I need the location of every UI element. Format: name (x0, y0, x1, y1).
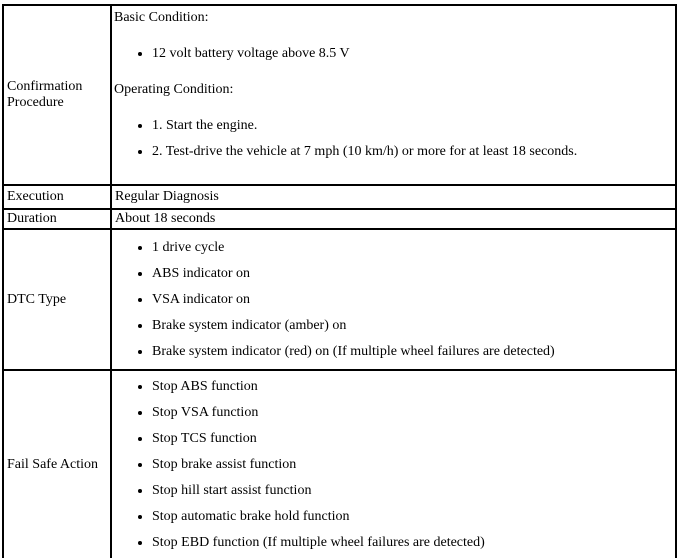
table-row-execution (3, 185, 676, 209)
bullet-item: • VSA indicator on (152, 292, 669, 308)
bullet-item: • ABS indicator on (152, 266, 669, 282)
fail-safe-action-content (111, 370, 676, 558)
bullet-item: • 1. Start the engine. (152, 118, 669, 134)
table-row-confirmation-procedure (3, 5, 676, 185)
bullet-item: • Brake system indicator (red) on (If multiple wheel failures are detected) (152, 344, 669, 360)
bullet-item: • 2. Test-drive the vehicle at 7 mph (10 km/h) or more for at least 18 seconds. (152, 144, 669, 160)
table-row-duration (3, 209, 676, 229)
row-label-text: Duration (7, 211, 57, 226)
bullet-item: • Stop TCS function (152, 431, 669, 447)
basic-condition-list (114, 46, 669, 62)
execution-value: Regular Diagnosis (111, 185, 676, 209)
bullet-item: • Stop brake assist function (152, 457, 669, 473)
row-label-duration (3, 209, 111, 229)
row-label-confirmation-procedure (3, 5, 111, 185)
table-row-fail-safe-action (3, 370, 676, 558)
bullet-item: • Stop EBD function (If multiple wheel failures are detected) (152, 535, 669, 551)
confirmation-procedure-content (111, 5, 676, 185)
row-label-fail-safe-action (3, 370, 111, 558)
bullet-item: • 1 drive cycle (152, 240, 669, 256)
bullet-item: • 12 volt battery voltage above 8.5 V (152, 46, 669, 62)
bullet-item: • Stop ABS function (152, 379, 669, 395)
operating-condition-list (114, 118, 669, 160)
basic-condition-heading: Basic Condition: (114, 10, 209, 25)
bullet-item: • Stop hill start assist function (152, 483, 669, 499)
fail-safe-action-list (114, 379, 669, 551)
row-label-execution (3, 185, 111, 209)
row-label-text: Execution (7, 189, 64, 204)
operating-condition-heading: Operating Condition: (114, 82, 234, 97)
bullet-item: • Brake system indicator (amber) on (152, 318, 669, 334)
diagnostic-info-table (2, 4, 677, 558)
row-label-text: Fail Safe Action (7, 456, 98, 472)
bullet-item: • Stop automatic brake hold function (152, 509, 669, 525)
dtc-type-content (111, 229, 676, 370)
row-label-text: DTC Type (7, 291, 67, 307)
row-label-text: Confirmation Procedure (7, 79, 83, 110)
row-label-dtc-type (3, 229, 111, 370)
duration-value: About 18 seconds (111, 209, 676, 229)
bullet-item: • Stop VSA function (152, 405, 669, 421)
table-row-dtc-type (3, 229, 676, 370)
dtc-type-list (114, 240, 669, 360)
